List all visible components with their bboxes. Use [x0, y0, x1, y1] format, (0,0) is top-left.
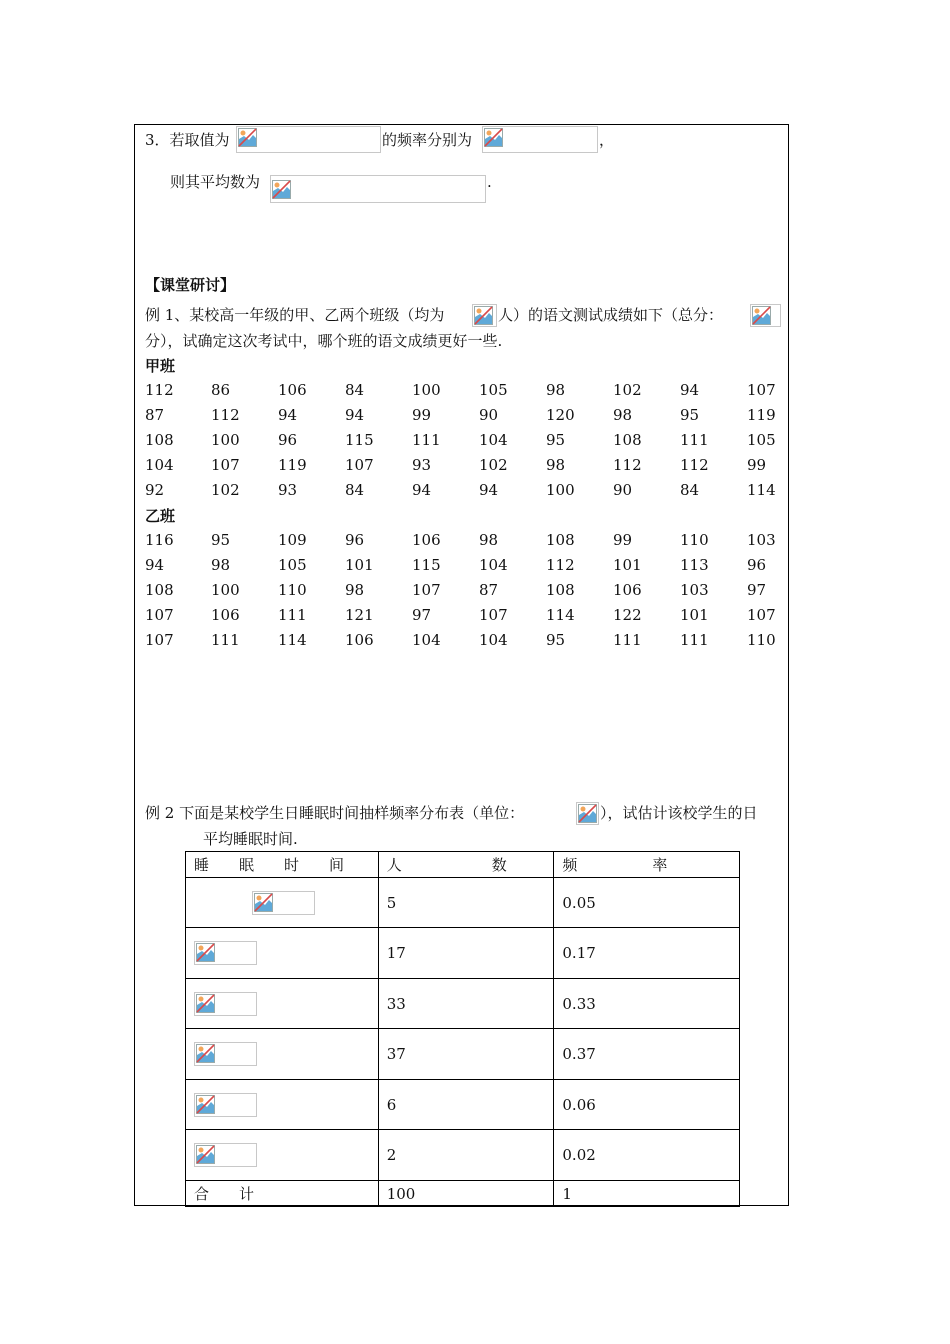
class-b-score: 116 [145, 531, 174, 549]
broken-image-icon [474, 306, 493, 325]
class-b-score: 111 [680, 631, 709, 649]
class-a-score: 93 [278, 481, 298, 499]
class-b-score: 114 [278, 631, 307, 649]
class-b-score: 94 [145, 556, 165, 574]
class-b-score: 95 [546, 631, 566, 649]
interval-cell [186, 878, 379, 928]
class-a-score: 102 [211, 481, 240, 499]
formula-placeholder [252, 891, 315, 915]
broken-image-icon [272, 180, 291, 199]
class-a-score: 112 [613, 456, 642, 474]
class-a-score: 119 [278, 456, 307, 474]
class-b-score: 107 [747, 606, 776, 624]
item3-line1-prefix: 3．若取值为 [145, 131, 230, 149]
item3-line2-prefix: 则其平均数为 [170, 173, 261, 191]
class-a-score: 107 [747, 381, 776, 399]
class-b-score: 97 [412, 606, 432, 624]
broken-image-icon [196, 1145, 215, 1164]
class-a-score: 84 [345, 381, 365, 399]
item3-line2-suffix: . [487, 173, 492, 191]
class-a-score: 99 [747, 456, 767, 474]
broken-image-icon [196, 1044, 215, 1063]
interval-cell [186, 928, 379, 979]
freq-cell: 0.17 [554, 928, 740, 979]
class-a-score: 106 [278, 381, 307, 399]
class-b-score: 105 [278, 556, 307, 574]
header-sleep-time: 睡 眠 时 间 [186, 852, 379, 878]
class-b-score: 108 [546, 581, 575, 599]
example1-line1-prefix: 例 1、某校高一年级的甲、乙两个班级（均为 [145, 306, 445, 324]
interval-cell [186, 1029, 379, 1080]
total-freq: 1 [554, 1181, 740, 1207]
class-b-score: 98 [345, 581, 365, 599]
class-b-score: 104 [412, 631, 441, 649]
table-row [186, 1080, 740, 1130]
broken-image-icon [484, 128, 503, 147]
class-a-label: 甲班 [145, 357, 176, 375]
class-b-score: 110 [278, 581, 307, 599]
count-cell: 17 [378, 928, 554, 979]
class-a-score: 90 [479, 406, 499, 424]
broken-image-icon [196, 943, 215, 962]
freq-cell: 0.02 [554, 1130, 740, 1181]
table-row [186, 928, 740, 979]
example2-line1-suffix: ），试估计该校学生的日 [600, 804, 758, 822]
class-b-score: 101 [613, 556, 642, 574]
class-b-score: 106 [345, 631, 374, 649]
class-b-score: 107 [412, 581, 441, 599]
table-row [186, 1029, 740, 1080]
class-b-score: 103 [680, 581, 709, 599]
class-a-score: 114 [747, 481, 776, 499]
class-a-score: 98 [613, 406, 633, 424]
class-b-score: 98 [479, 531, 499, 549]
class-a-score: 100 [412, 381, 441, 399]
class-a-score: 100 [211, 431, 240, 449]
class-b-score: 107 [145, 606, 174, 624]
class-a-score: 99 [412, 406, 432, 424]
class-b-score: 95 [211, 531, 231, 549]
broken-image-icon [254, 893, 273, 912]
class-a-score: 92 [145, 481, 165, 499]
example1-line2: 分），试确定这次考试中，哪个班的语文成绩更好一些. [145, 332, 503, 350]
count-cell: 6 [378, 1080, 554, 1130]
interval-cell [186, 1080, 379, 1130]
example2-line2: 平均睡眠时间. [203, 830, 298, 848]
class-b-score: 113 [680, 556, 709, 574]
class-b-score: 99 [613, 531, 633, 549]
formula-placeholder [270, 175, 486, 203]
class-b-score: 111 [613, 631, 642, 649]
class-a-score: 104 [145, 456, 174, 474]
class-a-score: 100 [546, 481, 575, 499]
class-b-score: 98 [211, 556, 231, 574]
interval-cell [186, 1130, 379, 1181]
broken-image-icon [238, 128, 257, 147]
class-a-score: 96 [278, 431, 298, 449]
class-b-score: 112 [546, 556, 575, 574]
class-b-score: 101 [345, 556, 374, 574]
class-a-score: 108 [613, 431, 642, 449]
formula-placeholder [472, 304, 497, 327]
class-b-score: 109 [278, 531, 307, 549]
class-a-score: 111 [680, 431, 709, 449]
class-a-score: 112 [680, 456, 709, 474]
class-b-score: 104 [479, 556, 508, 574]
formula-placeholder [236, 126, 381, 153]
class-a-score: 120 [546, 406, 575, 424]
class-b-score: 110 [680, 531, 709, 549]
formula-placeholder [194, 992, 257, 1016]
class-a-score: 105 [747, 431, 776, 449]
formula-placeholder [750, 304, 781, 327]
class-a-score: 87 [145, 406, 165, 424]
formula-placeholder [194, 941, 257, 965]
class-b-score: 114 [546, 606, 575, 624]
class-a-score: 119 [747, 406, 776, 424]
class-b-score: 121 [345, 606, 374, 624]
class-a-score: 115 [345, 431, 374, 449]
header-count: 人 数 [378, 852, 554, 878]
class-b-score: 115 [412, 556, 441, 574]
class-a-score: 94 [278, 406, 298, 424]
class-b-score: 96 [747, 556, 767, 574]
item3-line1-suffix: ， [599, 131, 615, 149]
table-row [186, 979, 740, 1029]
class-b-score: 101 [680, 606, 709, 624]
class-b-score: 108 [546, 531, 575, 549]
table-header-row [186, 852, 740, 878]
class-a-score: 94 [412, 481, 432, 499]
interval-cell [186, 979, 379, 1029]
total-label: 合 计 [186, 1181, 379, 1207]
class-a-score: 111 [412, 431, 441, 449]
class-a-score: 105 [479, 381, 508, 399]
class-a-score: 98 [546, 456, 566, 474]
class-b-score: 110 [747, 631, 776, 649]
item3-line1-middle: 的频率分别为 [382, 131, 473, 149]
class-a-score: 94 [680, 381, 700, 399]
broken-image-icon [196, 1095, 215, 1114]
class-a-score: 93 [412, 456, 432, 474]
broken-image-icon [578, 804, 597, 823]
formula-placeholder [194, 1093, 257, 1117]
header-frequency: 频 率 [554, 852, 740, 878]
class-b-score: 108 [145, 581, 174, 599]
class-b-score: 111 [211, 631, 240, 649]
total-count: 100 [378, 1181, 554, 1207]
class-b-score: 103 [747, 531, 776, 549]
table-total-row [186, 1181, 740, 1207]
class-b-score: 106 [211, 606, 240, 624]
class-a-score: 90 [613, 481, 633, 499]
class-a-score: 102 [479, 456, 508, 474]
example1-line1-middle: 人）的语文测试成绩如下（总分： [498, 306, 724, 324]
freq-cell: 0.06 [554, 1080, 740, 1130]
class-a-score: 107 [211, 456, 240, 474]
class-a-score: 98 [546, 381, 566, 399]
class-a-score: 95 [546, 431, 566, 449]
count-cell: 5 [378, 878, 554, 928]
freq-cell: 0.33 [554, 979, 740, 1029]
table-row [186, 878, 740, 928]
class-b-score: 104 [479, 631, 508, 649]
class-a-score: 84 [680, 481, 700, 499]
class-b-score: 87 [479, 581, 499, 599]
count-cell: 37 [378, 1029, 554, 1080]
table-row [186, 1130, 740, 1181]
broken-image-icon [752, 306, 771, 325]
class-a-score: 104 [479, 431, 508, 449]
class-b-score: 106 [412, 531, 441, 549]
class-b-score: 100 [211, 581, 240, 599]
class-a-score: 86 [211, 381, 231, 399]
frequency-table [185, 851, 740, 1207]
class-b-score: 111 [278, 606, 307, 624]
freq-cell: 0.37 [554, 1029, 740, 1080]
class-a-score: 112 [145, 381, 174, 399]
class-b-score: 106 [613, 581, 642, 599]
freq-cell: 0.05 [554, 878, 740, 928]
class-a-score: 84 [345, 481, 365, 499]
class-b-score: 96 [345, 531, 365, 549]
section-heading: 【课堂研讨】 [145, 276, 236, 294]
formula-placeholder [482, 126, 598, 153]
count-cell: 2 [378, 1130, 554, 1181]
class-a-score: 108 [145, 431, 174, 449]
formula-placeholder [576, 802, 599, 825]
class-a-score: 102 [613, 381, 642, 399]
class-b-score: 107 [145, 631, 174, 649]
class-a-score: 95 [680, 406, 700, 424]
example2-line1-prefix: 例 2 下面是某校学生日睡眠时间抽样频率分布表（单位： [145, 804, 525, 822]
class-a-score: 94 [345, 406, 365, 424]
count-cell: 33 [378, 979, 554, 1029]
class-b-score: 122 [613, 606, 642, 624]
class-b-score: 97 [747, 581, 767, 599]
formula-placeholder [194, 1143, 257, 1167]
class-b-label: 乙班 [145, 507, 176, 525]
formula-placeholder [194, 1042, 257, 1066]
class-b-score: 107 [479, 606, 508, 624]
class-a-score: 107 [345, 456, 374, 474]
broken-image-icon [196, 994, 215, 1013]
class-a-score: 94 [479, 481, 499, 499]
class-a-score: 112 [211, 406, 240, 424]
